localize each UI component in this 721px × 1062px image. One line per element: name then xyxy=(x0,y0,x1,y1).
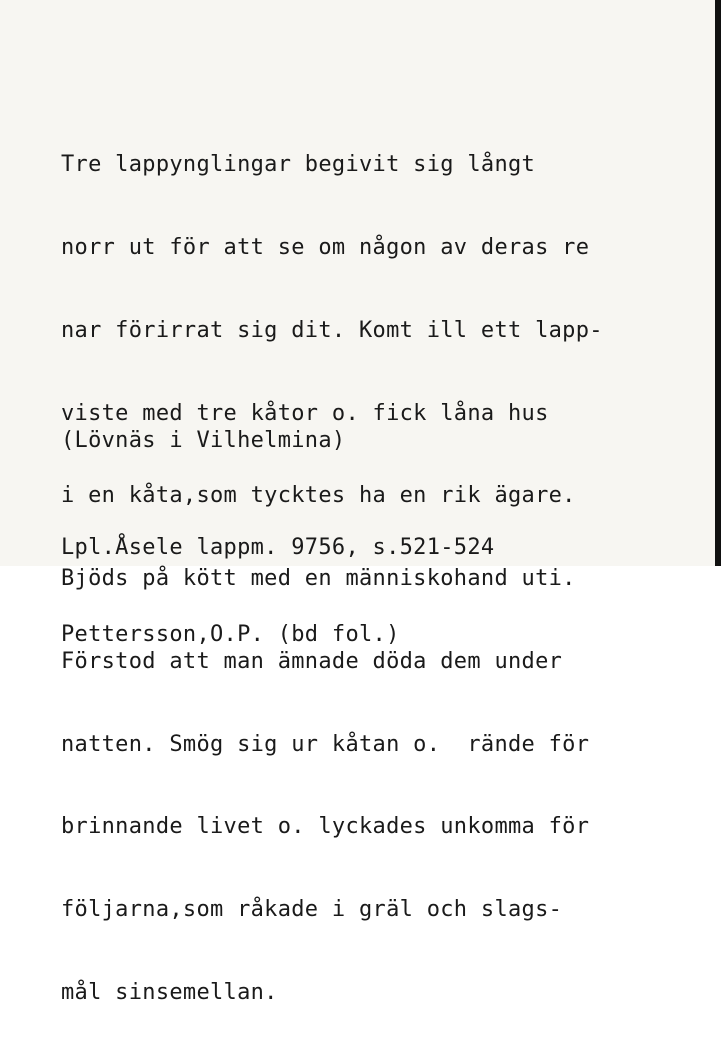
text-line: norr ut för att se om någon av deras re xyxy=(61,234,590,260)
reference-line: Pettersson,O.P. (bd fol.) xyxy=(61,622,400,647)
text-line: nar förirrat sig dit. Komt ill ett lapp- xyxy=(61,317,603,343)
text-line: Förstod att man ämnade döda dem under xyxy=(61,648,563,674)
card-edge xyxy=(715,0,721,566)
text-line: i en kåta,som tycktes ha en rik ägare. xyxy=(61,483,576,509)
reference-line: Lpl.Åsele lappm. 9756, s.521-524 xyxy=(61,535,495,560)
text-line: brinnande livet o. lyckades unkomma för xyxy=(61,814,590,840)
text-line: följarna,som råkade i gräl och slags- xyxy=(61,897,563,923)
source-reference xyxy=(61,475,494,707)
text-line: Tre lappynglingar begivit sig långt xyxy=(61,152,536,178)
text-line: Bjöds på kött med en människohand uti. xyxy=(61,566,576,592)
text-line: natten. Smög sig ur kåtan o. rände för xyxy=(61,731,590,757)
text-line: mål sinsemellan. xyxy=(61,980,278,1005)
text-line: viste med tre kåtor o. fick låna hus xyxy=(61,400,549,426)
place-note: (Lövnäs i Vilhelmina) xyxy=(61,428,346,453)
